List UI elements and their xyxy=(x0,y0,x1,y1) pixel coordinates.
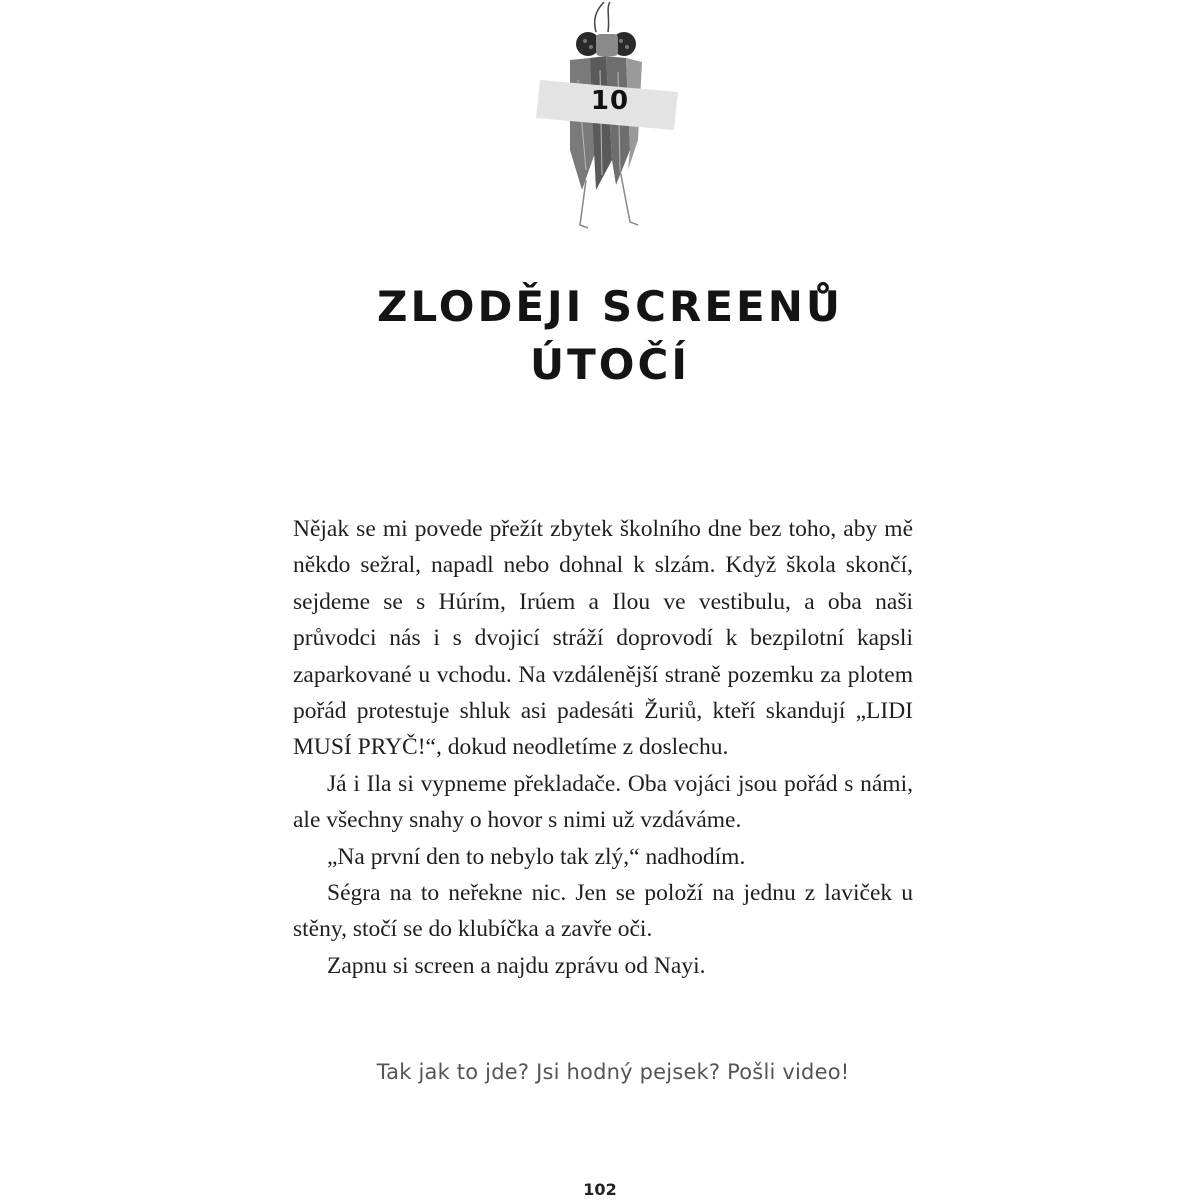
chapter-title-line-2: ÚTOČÍ xyxy=(530,340,690,389)
paragraph: Nějak se mi povede přežít zbytek školního dne bez toho, aby mě někdo sežral, napadl nebo dohnal k slzám. Když škola skončí, sejdeme se s Húrím, Irúem a Ilou ve vestibulu, a oba naši průvodci nás i s dvojicí stráží doprovodí k bezpilotní kapsli zaparkované u vchodu. Na vzdálenější straně pozemku za plotem pořád protestuje shluk asi padesáti Žuriů, kteří skandují „LIDI MUSÍ PRYČ!“, dokud neodletíme z doslechu. xyxy=(293,516,913,761)
paragraph: Zapnu si screen a najdu zprávu od Nayi. xyxy=(327,952,706,979)
chapter-number: 10 xyxy=(590,86,630,116)
chapter-title-line-1: ZLODĚJI SCREENŮ xyxy=(377,282,843,331)
chapter-title xyxy=(300,278,920,394)
paragraph: Ségra na to neřekne nic. Jen se položí na jednu z laviček u stěny, stočí se do klubíčka a zavře oči. xyxy=(293,880,913,943)
page-number: 102 xyxy=(583,1180,617,1199)
screen-message: Tak jak to jde? Jsi hodný pejsek? Pošli video! xyxy=(376,1060,850,1084)
paragraph: „Na první den to nebylo tak zlý,“ nadhodím. xyxy=(327,843,746,870)
paragraph: Já i Ila si vypneme překladače. Oba vojáci jsou pořád s námi, ale všechny snahy o hovor s nimi už vzdáváme. xyxy=(293,770,913,834)
body-text xyxy=(293,511,913,984)
